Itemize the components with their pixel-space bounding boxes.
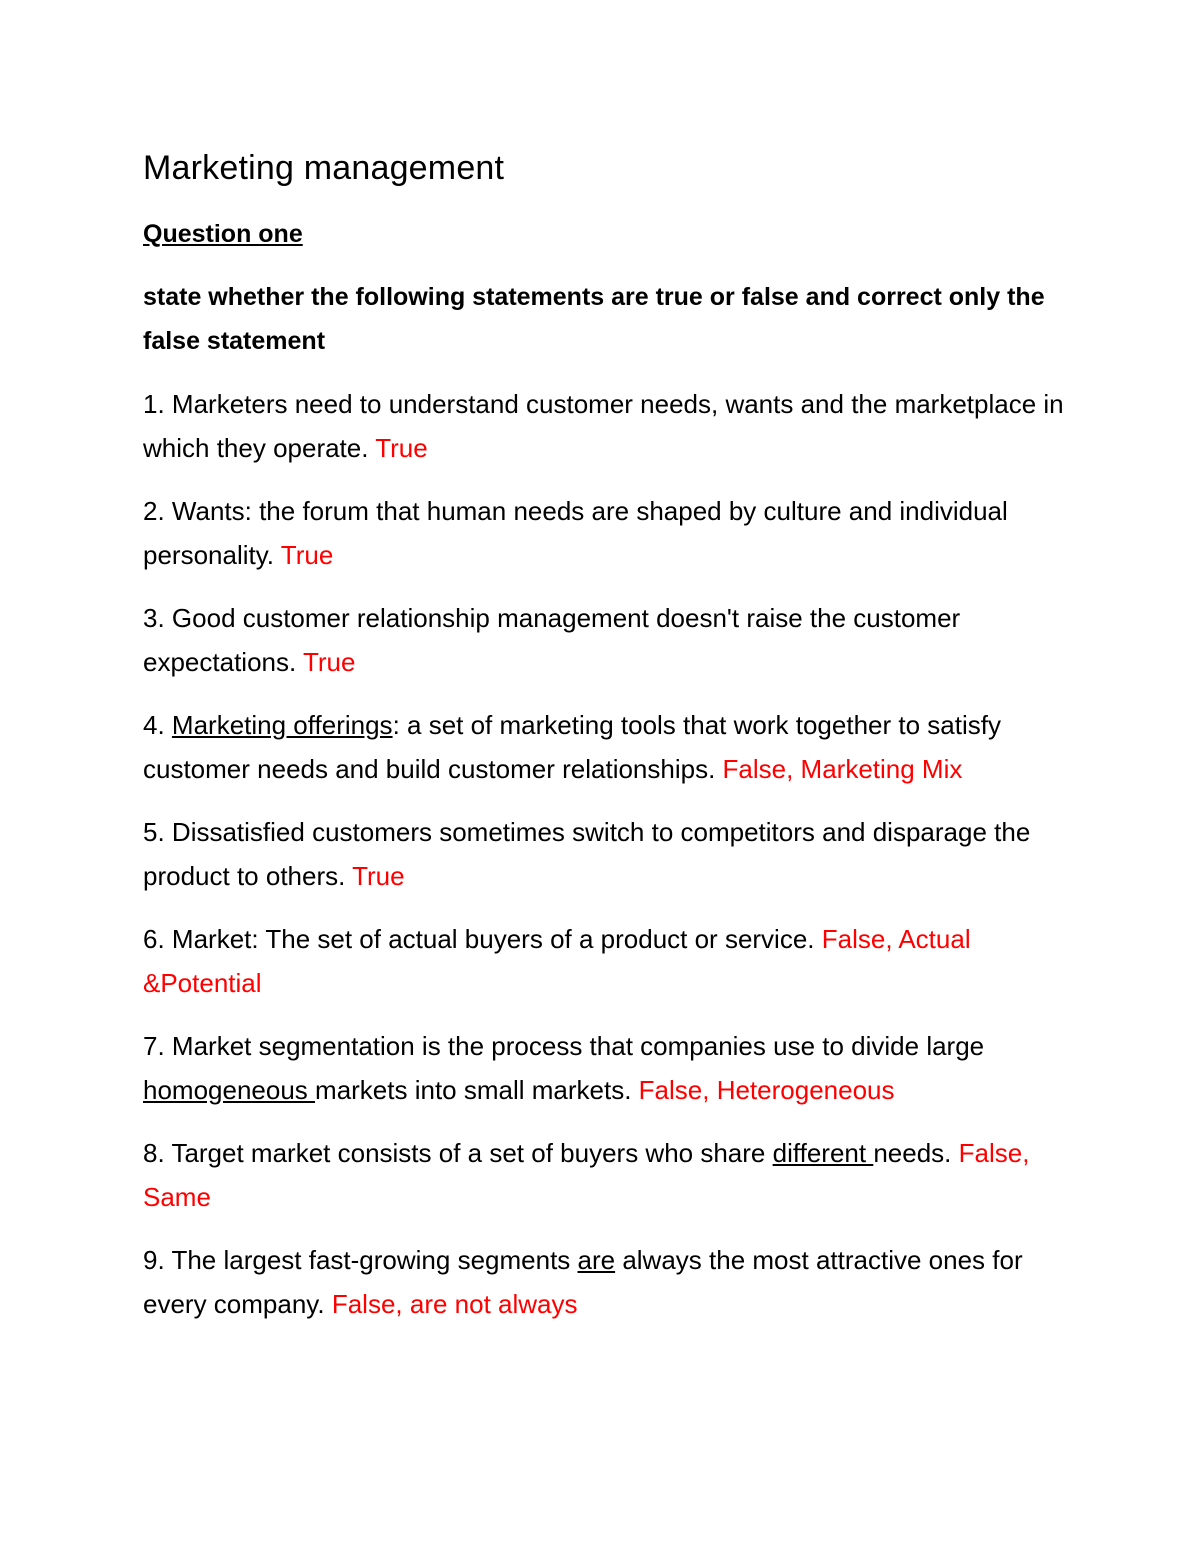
statement-text: The largest fast-growing segments	[171, 1245, 578, 1275]
answer-text: True	[302, 647, 356, 677]
question-heading: Question one	[143, 220, 303, 248]
statement-text-continued: always the most attractive ones for every company.	[143, 1245, 1023, 1319]
statement-text: Good customer relationship management doesn't raise the customer expectations.	[143, 603, 961, 677]
statement-item-9	[143, 1238, 1083, 1326]
statement-text-continued: markets into small markets.	[315, 1075, 639, 1105]
item-number: 6.	[143, 924, 172, 954]
answer-text: False, Same	[143, 1138, 1030, 1212]
underlined-term: homogeneous	[143, 1075, 316, 1105]
item-number: 9.	[143, 1245, 172, 1275]
statement-text: Marketers need to understand customer needs, wants and the marketplace in which they operate.	[143, 389, 1064, 463]
statement-item-8	[143, 1131, 1083, 1219]
statement-text: : a set of marketing tools that work together to satisfy customer needs and build customer relationships.	[143, 710, 1001, 784]
statement-text: Market: The set of actual buyers of a product or service.	[171, 924, 822, 954]
item-number: 2.	[143, 496, 172, 526]
statement-text: Wants: the forum that human needs are shaped by culture and individual personality.	[143, 496, 1008, 570]
instruction-text: state whether the following statements are true or false and correct only the false statement	[143, 283, 1045, 355]
statement-text: Dissatisfied customers sometimes switch to competitors and disparage the product to others.	[143, 817, 1031, 891]
answer-text: False, Marketing Mix	[722, 754, 963, 784]
statement-item-6	[143, 917, 1083, 1005]
statement-text: Market segmentation is the process that companies use to divide large	[171, 1031, 985, 1061]
answer-text: False, Actual &Potential	[143, 924, 971, 998]
statement-item-5	[143, 810, 1083, 898]
statement-text-continued: needs.	[873, 1138, 959, 1168]
statement-item-3	[143, 596, 1083, 684]
underlined-term: Marketing offerings	[171, 710, 393, 740]
statement-item-2	[143, 489, 1083, 577]
item-number: 4.	[143, 710, 172, 740]
answer-text: False, Heterogeneous	[638, 1075, 895, 1105]
statement-item-1	[143, 382, 1083, 470]
item-number: 8.	[143, 1138, 172, 1168]
document-page	[143, 140, 1083, 1326]
underlined-term: different	[772, 1138, 874, 1168]
statement-item-4	[143, 703, 1083, 791]
answer-text: True	[280, 540, 334, 570]
item-number: 7.	[143, 1031, 172, 1061]
answer-text: False, are not always	[331, 1289, 578, 1319]
statement-text: Target market consists of a set of buyers who share	[171, 1138, 773, 1168]
answer-text: True	[375, 433, 428, 463]
item-number: 3.	[143, 603, 172, 633]
item-number: 5.	[143, 817, 172, 847]
answer-text: True	[352, 861, 405, 891]
document-title: Marketing management	[143, 149, 505, 187]
statement-item-7	[143, 1024, 1083, 1112]
underlined-term: are	[577, 1245, 616, 1275]
item-number: 1.	[143, 389, 172, 419]
